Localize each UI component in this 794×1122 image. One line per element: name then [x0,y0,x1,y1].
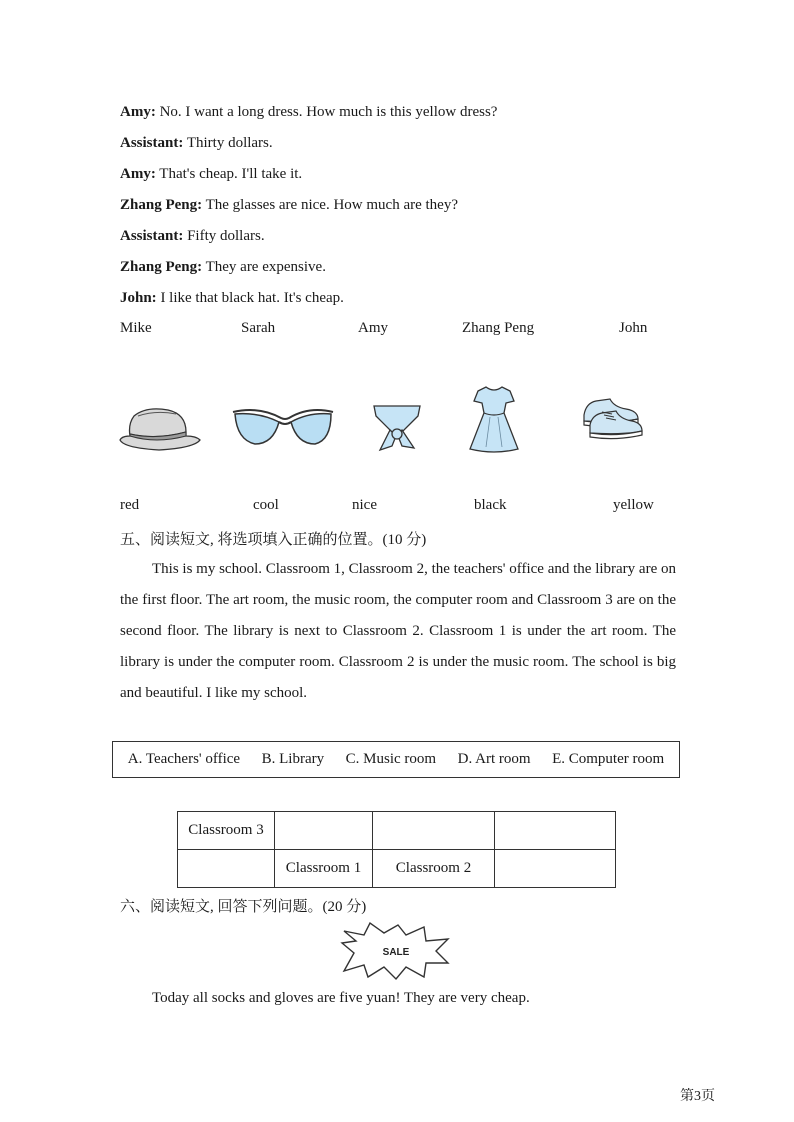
dialogue-line [120,257,326,277]
dialogue-line [120,164,302,184]
shoes-icon [580,393,644,443]
sale-burst-icon [340,921,452,981]
dialogue-line [120,102,497,122]
speaker: Assistant: [120,228,184,244]
speaker: Amy: [120,104,156,120]
dialogue-line [120,288,344,308]
option-e: E. Computer room [552,751,665,767]
section-five-heading: 五、阅读短文, 将选项填入正确的位置。(10 分) [120,532,427,548]
dialogue-line [120,195,458,215]
name-label: John [619,320,648,336]
options-box [112,741,680,778]
table-row [178,850,616,888]
scarf-icon [368,400,426,456]
grid-cell[interactable]: Classroom 3 [178,812,275,850]
speaker: Zhang Peng: [120,259,203,275]
adjective-label: black [474,497,507,513]
utterance: No. I want a long dress. How much is this yellow dress? [155,104,498,120]
adjective-label: nice [352,497,377,513]
name-label: Mike [120,320,152,336]
option-a: A. Teachers' office [127,751,241,767]
dress-icon [466,383,522,455]
grid-cell[interactable] [275,812,373,850]
utterance: That's cheap. I'll take it. [155,166,303,182]
grid-cell[interactable] [178,850,275,888]
page-number: 第3页 [680,1089,715,1104]
grid-cell[interactable] [495,812,616,850]
adjective-label: red [120,497,140,513]
sale-label: SALE [382,947,410,958]
name-label: Sarah [241,320,276,336]
utterance: Fifty dollars. [183,228,265,244]
speaker: Amy: [120,166,156,182]
speaker: Zhang Peng: [120,197,203,213]
name-label: Amy [358,320,388,336]
grid-cell[interactable]: Classroom 2 [373,850,495,888]
adjective-label: cool [253,497,279,513]
utterance: Thirty dollars. [183,135,273,151]
grid-cell[interactable] [373,812,495,850]
grid-cell[interactable] [495,850,616,888]
option-b: B. Library [261,751,325,767]
grid-cell[interactable]: Classroom 1 [275,850,373,888]
sunglasses-icon [229,404,337,452]
school-floor-grid [177,811,616,888]
dialogue-line [120,226,265,246]
dialogue-line [120,133,273,153]
utterance: They are expensive. [202,259,326,275]
hat-icon [116,404,202,454]
option-c: C. Music room [345,751,437,767]
section-six-passage: Today all socks and gloves are five yuan! They are very cheap. [152,990,530,1006]
speaker: John: [120,290,157,306]
speaker: Assistant: [120,135,184,151]
utterance: The glasses are nice. How much are they? [202,197,458,213]
section-five-passage [120,554,676,709]
adjective-label: yellow [613,497,654,513]
section-six-heading: 六、阅读短文, 回答下列问题。(20 分) [120,899,367,915]
name-label: Zhang Peng [462,320,535,336]
table-row [178,812,616,850]
utterance: I like that black hat. It's cheap. [156,290,344,306]
option-d: D. Art room [457,751,531,767]
passage-text: This is my school. Classroom 1, Classroom 2, the teachers' office and the library are on the first floor. The art room, the music room, the computer room and Classroom 3 are on the second floor. The library is next to Classroom 2. Classroom 1 is under the art room. The library is under the computer room. Classroom 2 is under the music room. The school is big and beautiful. I like my school. [120,561,676,701]
